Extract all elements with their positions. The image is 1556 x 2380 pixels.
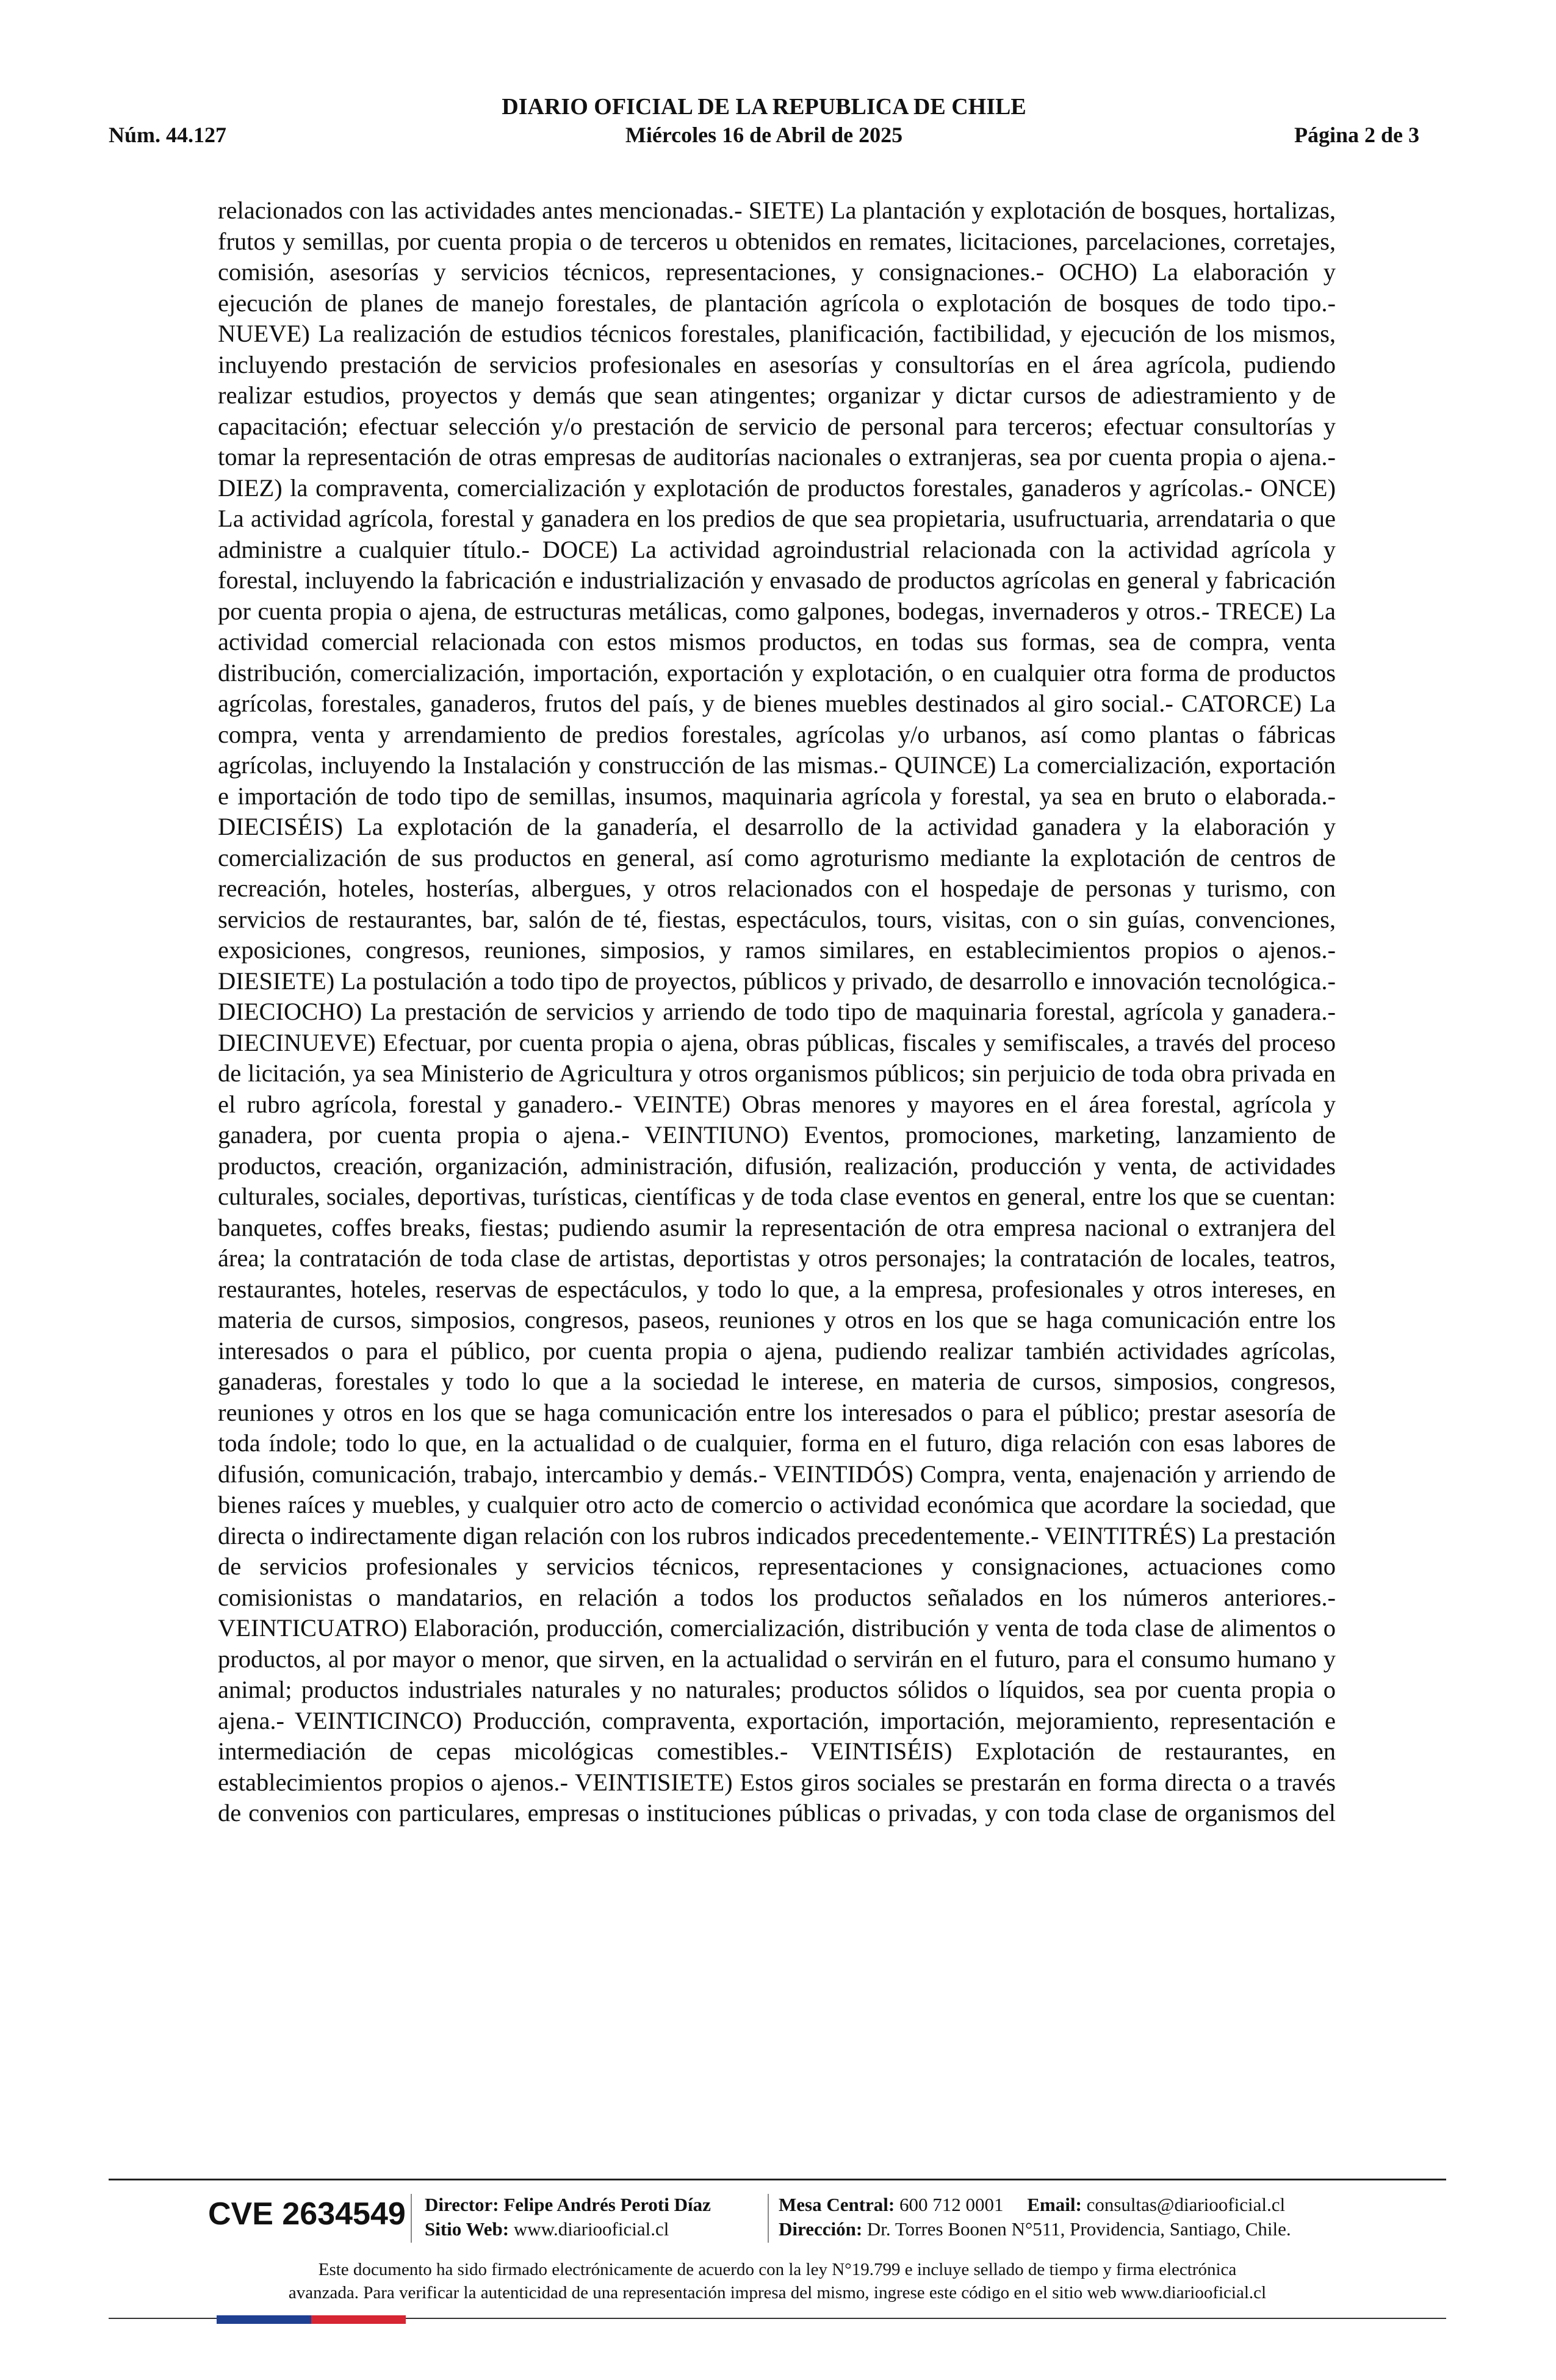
mesa-value: 600 712 0001 [899, 2194, 1004, 2215]
document-body: relacionados con las actividades antes mencionadas.- SIETE) La plantación y explotación de bosques, hortalizas, frutos y semillas, por cuenta propia o de terceros u obtenidos en remates, licitaciones, parcelaciones, corretajes, comisión, asesorías y servicios técnicos, representaciones, y consignaciones.- OCHO) La elaboración y ejecución de planes de manejo forestales, de plantación agrícola o explotación de bosques de todo tipo.- NUEVE) La realización de estudios técnicos forestales, planificación, factibilidad, y ejecución de los mismos, incluyendo prestación de servicios profesionales en asesorías y consultorías en el área agrícola, pudiendo realizar estudios, proyectos y demás que sean atingentes; organizar y dictar cursos de adiestramiento y de capacitación; efectuar selección y/o prestación de servicio de personal para terceros; efectuar consultorías y tomar la representación de otras empresas de auditorías nacionales o extranjeras, sea por cuenta propia o ajena.- DIEZ) la compraventa, comercialización y explotación de productos forestales, ganaderos y agrícolas.- ONCE) La actividad agrícola, forestal y ganadera en los predios de que sea propietaria, usufructuaria, arrendataria o que administre a cualquier título.- DOCE) La actividad agroindustrial relacionada con la actividad agrícola y forestal, incluyendo la fabricación e industrialización y envasado de productos agrícolas en general y fabricación por cuenta propia o ajena, de estructuras metálicas, como galpones, bodegas, invernaderos y otros.- TRECE) La actividad comercial relacionada con estos mismos productos, en todas sus formas, sea de compra, venta distribución, comercialización, importación, exportación y explotación, o en cualquier otra forma de productos agrícolas, forestales, ganaderos, frutos del país, y de bienes muebles destinados al giro social.- CATORCE) La compra, venta y arrendamiento de predios forestales, agrícolas y/o urbanos, así como plantas o fábricas agrícolas, incluyendo la Instalación y construcción de las mismas.- QUINCE) La comercialización, exportación e importación de todo tipo de semillas, insumos, maquinaria agrícola y forestal, ya sea en bruto o elaborada.- DIECISÉIS) La explotación de la ganadería, el desarrollo de la actividad ganadera y la elaboración y comercialización de sus productos en general, así como agroturismo mediante la explotación de centros de recreación, hoteles, hosterías, albergues, y otros relacionados con el hospedaje de personas y turismo, con servicios de restaurantes, bar, salón de té, fiestas, espectáculos, tours, visitas, con o sin guías, convenciones, exposiciones, congresos, reuniones, simposios, y ramos similares, en establecimientos propios o ajenos.- DIESIETE) La postulación a todo tipo de proyectos, públicos y privado, de desarrollo e innovación tecnológica.- DIECIOCHO) La prestación de servicios y arriendo de todo tipo de maquinaria forestal, agrícola y ganadera.- DIECINUEVE) Efectuar, por cuenta propia o ajena, obras públicas, fiscales y semifiscales, a través del proceso de licitación, ya sea Ministerio de Agricultura y otros organismos públicos; sin perjuicio de toda obra privada en el rubro agrícola, forestal y ganadero.- VEINTE) Obras menores y mayores en el área forestal, agrícola y ganadera, por cuenta propia o ajena.- VEINTIUNO) Eventos, promociones, marketing, lanzamiento de productos, creación, organización, administración, difusión, realización, producción y venta, de actividades culturales, sociales, deportivas, turísticas, científicas y de toda clase eventos en general, entre los que se cuentan: banquetes, coffes breaks, fiestas; pudiendo asumir la representación de otra empresa nacional o extranjera del área; la contratación de toda clase de artistas, deportistas y otros personajes; la contratación de locales, teatros, restaurantes, hoteles, reservas de espectáculos, y todo lo que, a la empresa, profesionales y otros intereses, en materia de cursos, simposios, congresos, paseos, reuniones y otros en los que se haga comunicación entre los interesados o para el público, por cuenta propia o ajena, pudiendo realizar también actividades agrícolas, ganaderas, forestales y todo lo que a la sociedad le interese, en materia de cursos, simposios, congresos, reuniones y otros en los que se haga comunicación entre los interesados o para el público; prestar asesoría de toda índole; todo lo que, en la actualidad o de cualquier, forma en el futuro, diga relación con esas labores de difusión, comunicación, trabajo, intercambio y demás.- VEINTIDÓS) Compra, venta, enajenación y arriendo de bienes raíces y muebles, y cualquier otro acto de comercio o actividad económica que acordare la sociedad, que directa o indirectamente digan relación con los rubros indicados precedentemente.- VEINTITRÉS) La prestación de servicios profesionales y servicios técnicos, representaciones y consignaciones, actuaciones como comisionistas o mandatarios, en relación a todos los productos señalados en los números anteriores.- VEINTICUATRO) Elaboración, producción, comercialización, distribución y venta de toda clase de alimentos o productos, al por mayor o menor, que sirven, en la actualidad o servirán en el futuro, para el consumo humano y animal; productos industriales naturales y no naturales; productos sólidos o líquidos, sea por cuenta propia o ajena.- VEINTICINCO) Producción, compraventa, exportación, importación, mejoramiento, representación e intermediación de cepas micológicas comestibles.- VEINTISÉIS) Explotación de restaurantes, en establecimientos propios o ajenos.- VEINTISIETE) Estos giros sociales se prestarán en forma directa o a través de convenios con particulares, empresas o instituciones públicas o privadas, y con toda clase de organismos del [218, 197, 1336, 1826]
flag-blue-segment [217, 2315, 311, 2324]
director-name: Felipe Andrés Peroti Díaz [503, 2194, 711, 2215]
address-line [779, 2217, 1291, 2241]
page-indicator: Página 2 de 3 [1294, 123, 1419, 147]
page-header [109, 93, 1419, 154]
mesa-label: Mesa Central: [779, 2194, 895, 2215]
signature-notice [109, 2258, 1446, 2304]
contact-line [779, 2193, 1291, 2217]
website-link[interactable]: www.diariooficial.cl [513, 2218, 669, 2240]
cve-code: CVE 2634549 [208, 2196, 406, 2232]
email-label: Email: [1027, 2194, 1082, 2215]
footer-separator [768, 2194, 769, 2243]
address-label: Dirección: [779, 2218, 863, 2240]
notice-line: Este documento ha sido firmado electrónicamente de acuerdo con la ley N°19.799 e incluye sellado de tiempo y firma electrónica [318, 2260, 1237, 2279]
website-label: Sitio Web: [425, 2218, 510, 2240]
issue-date: Miércoles 16 de Abril de 2025 [625, 123, 903, 147]
flag-red-segment [311, 2315, 406, 2324]
chile-flag-bar [217, 2315, 406, 2324]
footer-contact-block [779, 2193, 1291, 2241]
director-label: Director: [425, 2194, 499, 2215]
website-line [425, 2217, 711, 2241]
notice-line: avanzada. Para verificar la autenticidad de una representación impresa del mismo, ingrese este código en el sitio web www.diariooficial.cl [288, 2283, 1267, 2302]
address-value: Dr. Torres Boonen N°511, Providencia, Santiago, Chile. [866, 2218, 1291, 2240]
director-line [425, 2193, 711, 2217]
email-link[interactable]: consultas@diariooficial.cl [1086, 2194, 1286, 2215]
footer-director-block [425, 2193, 711, 2241]
newspaper-title: DIARIO OFICIAL DE LA REPUBLICA DE CHILE [502, 94, 1026, 120]
footer-divider [109, 2179, 1446, 2180]
issue-number: Núm. 44.127 [109, 123, 227, 147]
page-footer [109, 2188, 1446, 2255]
footer-separator [411, 2194, 412, 2243]
